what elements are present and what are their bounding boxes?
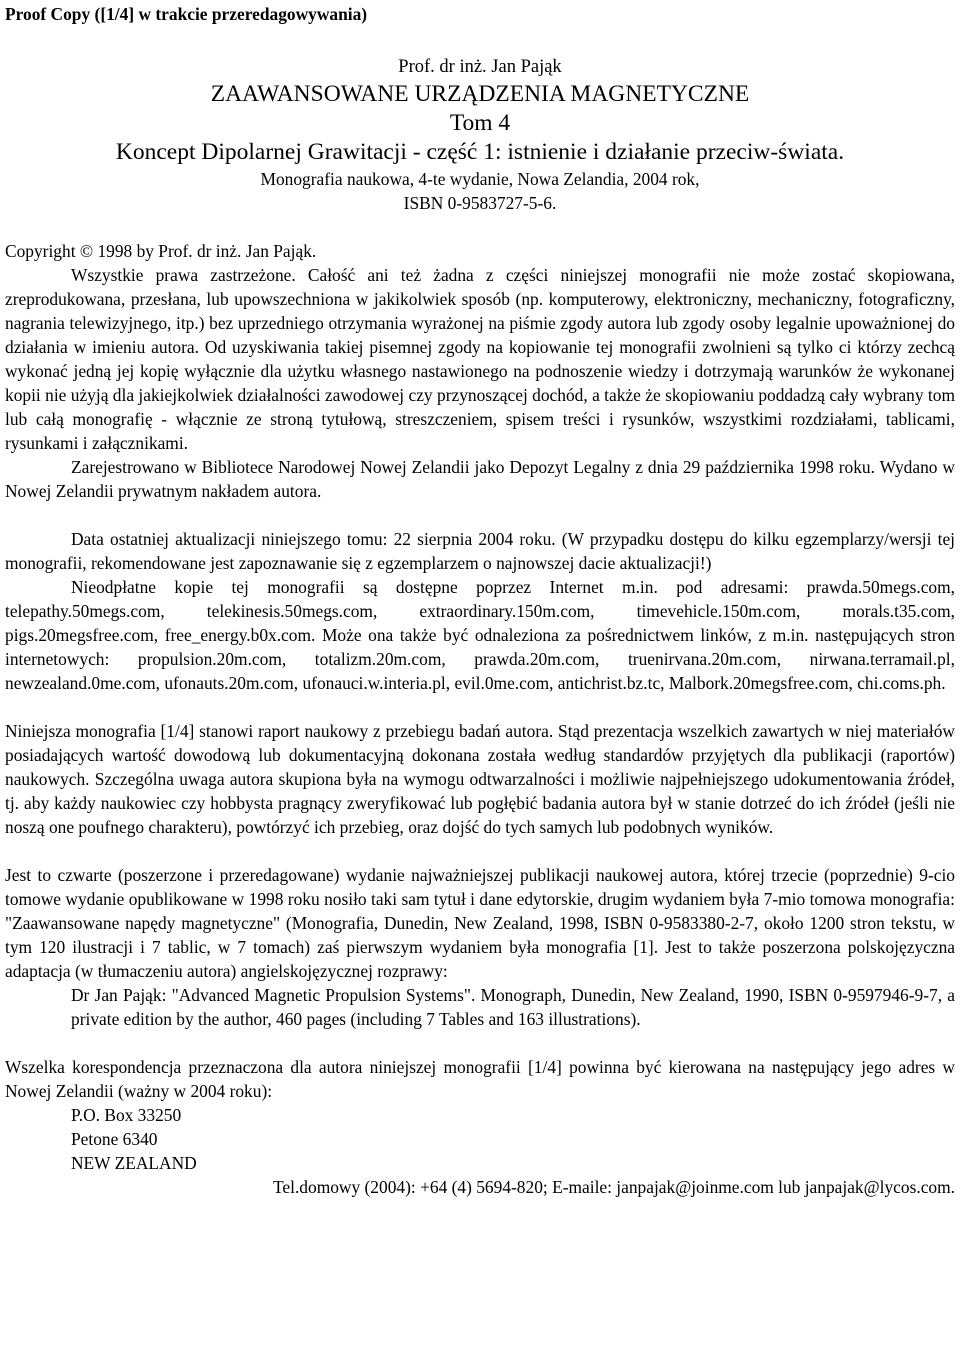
contact-line: Tel.domowy (2004): +64 (4) 5694-820; E-maile: janpajak@joinme.com lub janpajak@lycos.com.	[273, 1177, 955, 1197]
volume-number: Tom 4	[449, 110, 511, 136]
correspondence-paragraph: Wszelka korespondencja przeznaczona dla autora niniejszej monografii [1/4] powinna być kierowana na następujący jego adres w Nowej Zelandii (ważny w 2004 roku):	[5, 1057, 955, 1101]
address-line: P.O. Box 33250	[71, 1105, 182, 1125]
copyright-line: Copyright © 1998 by Prof. dr inż. Jan Pająk.	[5, 241, 317, 261]
series-title: ZAAWANSOWANE URZĄDZENIA MAGNETYCZNE	[210, 81, 750, 107]
title-block	[5, 54, 955, 215]
postal-address	[71, 1103, 955, 1175]
address-line: NEW ZEALAND	[71, 1153, 197, 1173]
edition-line: Monografia naukowa, 4-te wydanie, Nowa Zelandia, 2004 rok,	[260, 169, 700, 189]
copies-paragraph: Nieodpłatne kopie tej monografii są dostępne poprzez Internet m.in. pod adresami: prawda.50megs.com, telepathy.50megs.com, telekinesis.50megs.com, extraordinary.150m.com, timevehicle.150m.com, morals.t35.com, pigs.20megsfree.com, free_energy.b0x.com. Może ona także być odnaleziona za pośrednictwem linków, z m.in. następujących stron internetowych: propulsion.20m.com, totalizm.20m.com, prawda.20m.com, truenirvana.20m.com, nirwana.terramail.pl, newzealand.0me.com, ufonauts.20m.com, ufonauci.w.interia.pl, evil.0me.com, antichrist.bz.tc, Malbork.20megsfree.com, chi.coms.ph.	[5, 577, 955, 693]
proof-copy-header: Proof Copy ([1/4] w trakcie przeredagowywania)	[5, 4, 368, 24]
spacer	[5, 1031, 955, 1055]
address-line: Petone 6340	[71, 1129, 158, 1149]
registration-paragraph: Zarejestrowano w Bibliotece Narodowej Nowej Zelandii jako Depozyt Legalny z dnia 29 października 1998 roku. Wydano w Nowej Zelandii prywatnym nakładem autora.	[5, 457, 955, 501]
english-edition-reference: Dr Jan Pająk: "Advanced Magnetic Propulsion Systems". Monograph, Dunedin, New Zealand, 1990, ISBN 0-9597946-9-7, a private edition by the author, 460 pages (including 7 Tables and 163 illustrations).	[71, 985, 955, 1029]
isbn-line: ISBN 0-9583727-5-6.	[403, 193, 557, 213]
update-paragraph: Data ostatniej aktualizacji niniejszego tomu: 22 sierpnia 2004 roku. (W przypadku dostępu do kilku egzemplarzy/wersji tej monografii, rekomendowane jest zapoznawanie się z egzemplarzem o najnowszej dacie aktualizacji!)	[5, 529, 955, 573]
edition-history-paragraph: Jest to czwarte (poszerzone i przeredagowane) wydanie najważniejszej publikacji naukowej autora, której trzecie (poprzednie) 9-cio tomowe wydanie opublikowane w 1998 roku nosiło taki sam tytuł i dane edytorskie, drugim wydaniem była 7-mio tomowa monografia: "Zaawansowane napędy magnetyczne" (Monografia, Dunedin, New Zealand, 1998, ISBN 0-9583380-2-7, około 1200 stron tekstu, w tym 120 ilustracji i 7 tablic, w 7 tomach) zaś pierwszym wydaniem była monografia [1]. Jest to także poszerzona polskojęzyczna adaptacja (w tłumaczeniu autora) angielskojęzycznej rozprawy:	[5, 865, 955, 981]
spacer	[5, 503, 955, 527]
document-page	[5, 0, 955, 1199]
spacer	[5, 839, 955, 863]
volume-subtitle: Koncept Dipolarnej Grawitacji - część 1: istnienie i działanie przeciw-świata.	[115, 139, 845, 165]
spacer	[5, 695, 955, 719]
copyright-paragraph: Wszystkie prawa zastrzeżone. Całość ani też żadna z części niniejszej monografii nie może zostać skopiowana, zreprodukowana, przesłana, lub upowszechniona w jakikolwiek sposób (np. komputerowy, elektroniczny, mechaniczny, fotograficzny, nagrania telewizyjnego, itp.) bez uprzedniego otrzymania wyrażonej na piśmie zgody autora lub zgody osoby legalnie upoważnionej do działania w imieniu autora. Od uzyskiwania takiej pisemnej zgody na kopiowanie tej monografii zwolnieni są tylko ci którzy zechcą wykonać jedną jej kopię wyłącznie dla użytku własnego nastawionego na podnoszenie wiedzy i dotrzymają warunków że wykonanej kopii nie użyją dla jakiejkolwiek działalności zawodowej czy przynoszącej dochód, a także że skopiowaniu poddadzą cały wybrany tom lub całą monografię - włącznie ze stroną tytułową, streszczeniem, spisem treści i rysunków, wszystkimi rozdziałami, tablicami, rysunkami i załącznikami.	[5, 265, 955, 453]
report-paragraph: Niniejsza monografia [1/4] stanowi raport naukowy z przebiegu badań autora. Stąd prezentacja wszelkich zawartych w niej materiałów posiadających wartość dowodową lub dokumentacyjną dokonana została według standardów przyjętych dla publikacji (raportów) naukowych. Szczególna uwaga autora skupiona była na wymogu odtwarzalności i możliwie najpełniejszego udokumentowania źródeł, tj. aby każdy naukowiec czy hobbysta pragnący zweryfikować lub pogłębić badania autora był w stanie dotrzeć do ich źródeł (jeśli nie noszą one poufnego charakteru), powtórzyć ich przebieg, oraz dojść do tych samych lub podobnych wyników.	[5, 721, 955, 837]
author-name: Prof. dr inż. Jan Pająk	[398, 57, 562, 77]
